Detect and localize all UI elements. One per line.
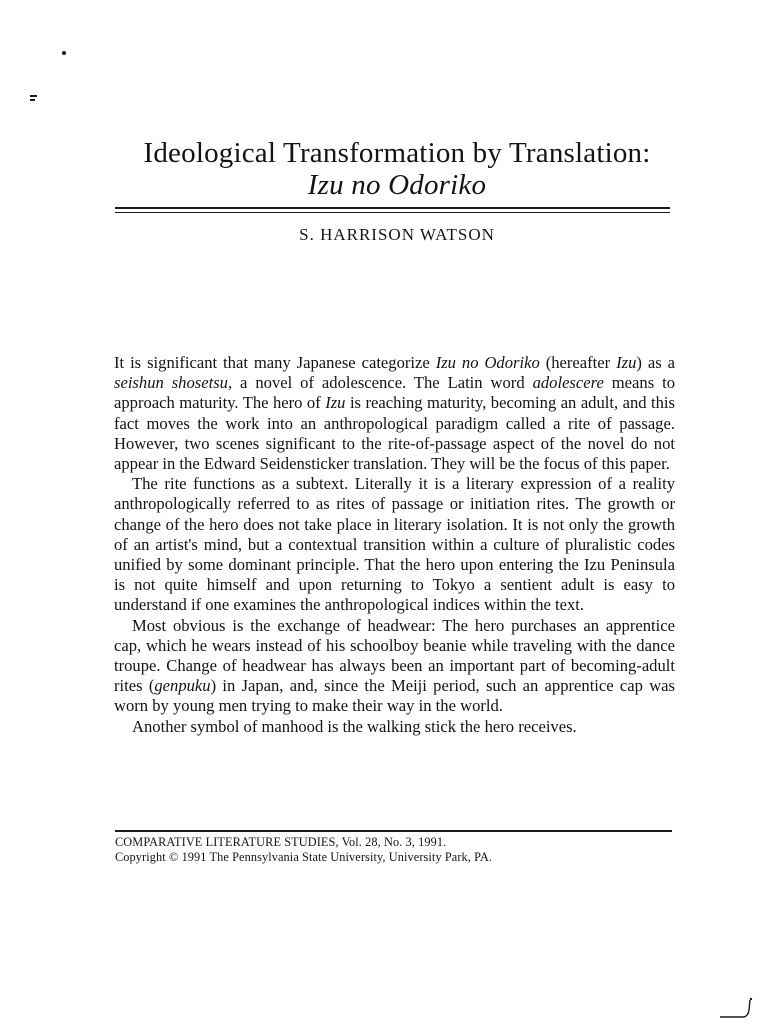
paragraph-text: Another symbol of manhood is the walking stick the hero receives. bbox=[132, 716, 577, 736]
paragraph-text: , a novel of adolescence. The Latin word bbox=[227, 373, 533, 393]
italic-term: adolescere bbox=[532, 373, 604, 393]
body-paragraph bbox=[114, 616, 675, 717]
italic-term: seishun shosetsu bbox=[114, 373, 228, 393]
title-rule-top bbox=[115, 207, 670, 209]
paragraph-text: is reaching maturity, becoming an adult, and this fact moves the work into an anthropological paradigm called a rite of passage. However, two scenes significant to the rite-of-passage aspect of the novel do not appear in the Edward Seidensticker translation. They will be the focus of this paper. bbox=[114, 393, 675, 474]
title-rule-bottom bbox=[115, 212, 670, 214]
italic-term: genpuku bbox=[154, 676, 211, 696]
paragraph-text: ) as a bbox=[636, 353, 675, 372]
body-paragraph bbox=[114, 474, 675, 615]
paragraph-text: means to approach maturity. The hero of bbox=[114, 373, 675, 413]
title-main: Ideological Transformation by Translation: bbox=[143, 137, 651, 169]
paragraph-text: The rite functions as a subtext. Literally it is a literary expression of a reality anthropologically referred to as rites of passage or initiation rites. The growth or change of the hero does not take place in literary isolation. It is not only the growth of an artist's mind, but a contextual transition within a culture of pluralistic codes unified by some dominant principle. That the hero upon entering the Izu Peninsula is not quite himself and upon returning to Tokyo a sentient adult is easy to understand if one examines the anthropological indices within the text. bbox=[114, 474, 675, 615]
body-paragraph bbox=[114, 717, 675, 737]
journal-citation: COMPARATIVE LITERATURE STUDIES, Vol. 28, No. 3, 1991. bbox=[115, 835, 447, 849]
article-title bbox=[100, 137, 694, 201]
italic-term: Izu bbox=[325, 393, 346, 413]
italic-term: Izu no Odoriko bbox=[435, 353, 540, 372]
scan-speck bbox=[30, 99, 35, 101]
italic-term: Izu bbox=[616, 353, 637, 372]
title-subtitle: Izu no Odoriko bbox=[307, 169, 487, 201]
paragraph-text: It is significant that many Japanese categorize bbox=[114, 353, 436, 372]
paragraph-text: Most obvious is the exchange of headwear: The hero purchases an apprentice cap, which he wears instead of his schoolboy beanie while traveling with the dance troupe. Change of headwear has always been an important part of becoming-adult rites ( bbox=[114, 615, 675, 696]
article-body bbox=[114, 353, 675, 737]
author-name: S. HARRISON WATSON bbox=[299, 225, 495, 244]
scan-speck bbox=[62, 51, 66, 55]
footer-rule bbox=[115, 830, 672, 832]
paragraph-text: (hereafter bbox=[539, 353, 617, 372]
copyright-notice: Copyright © 1991 The Pennsylvania State University, University Park, PA. bbox=[115, 850, 493, 864]
scan-corner-mark bbox=[718, 996, 758, 1020]
scan-speck bbox=[30, 95, 37, 97]
title-double-rule bbox=[115, 207, 670, 213]
journal-footer bbox=[115, 835, 492, 865]
paragraph-text: ) in Japan, and, since the Meiji period, such an apprentice cap was worn by young men trying to make their way in the world. bbox=[114, 676, 675, 716]
body-paragraph bbox=[114, 353, 675, 474]
